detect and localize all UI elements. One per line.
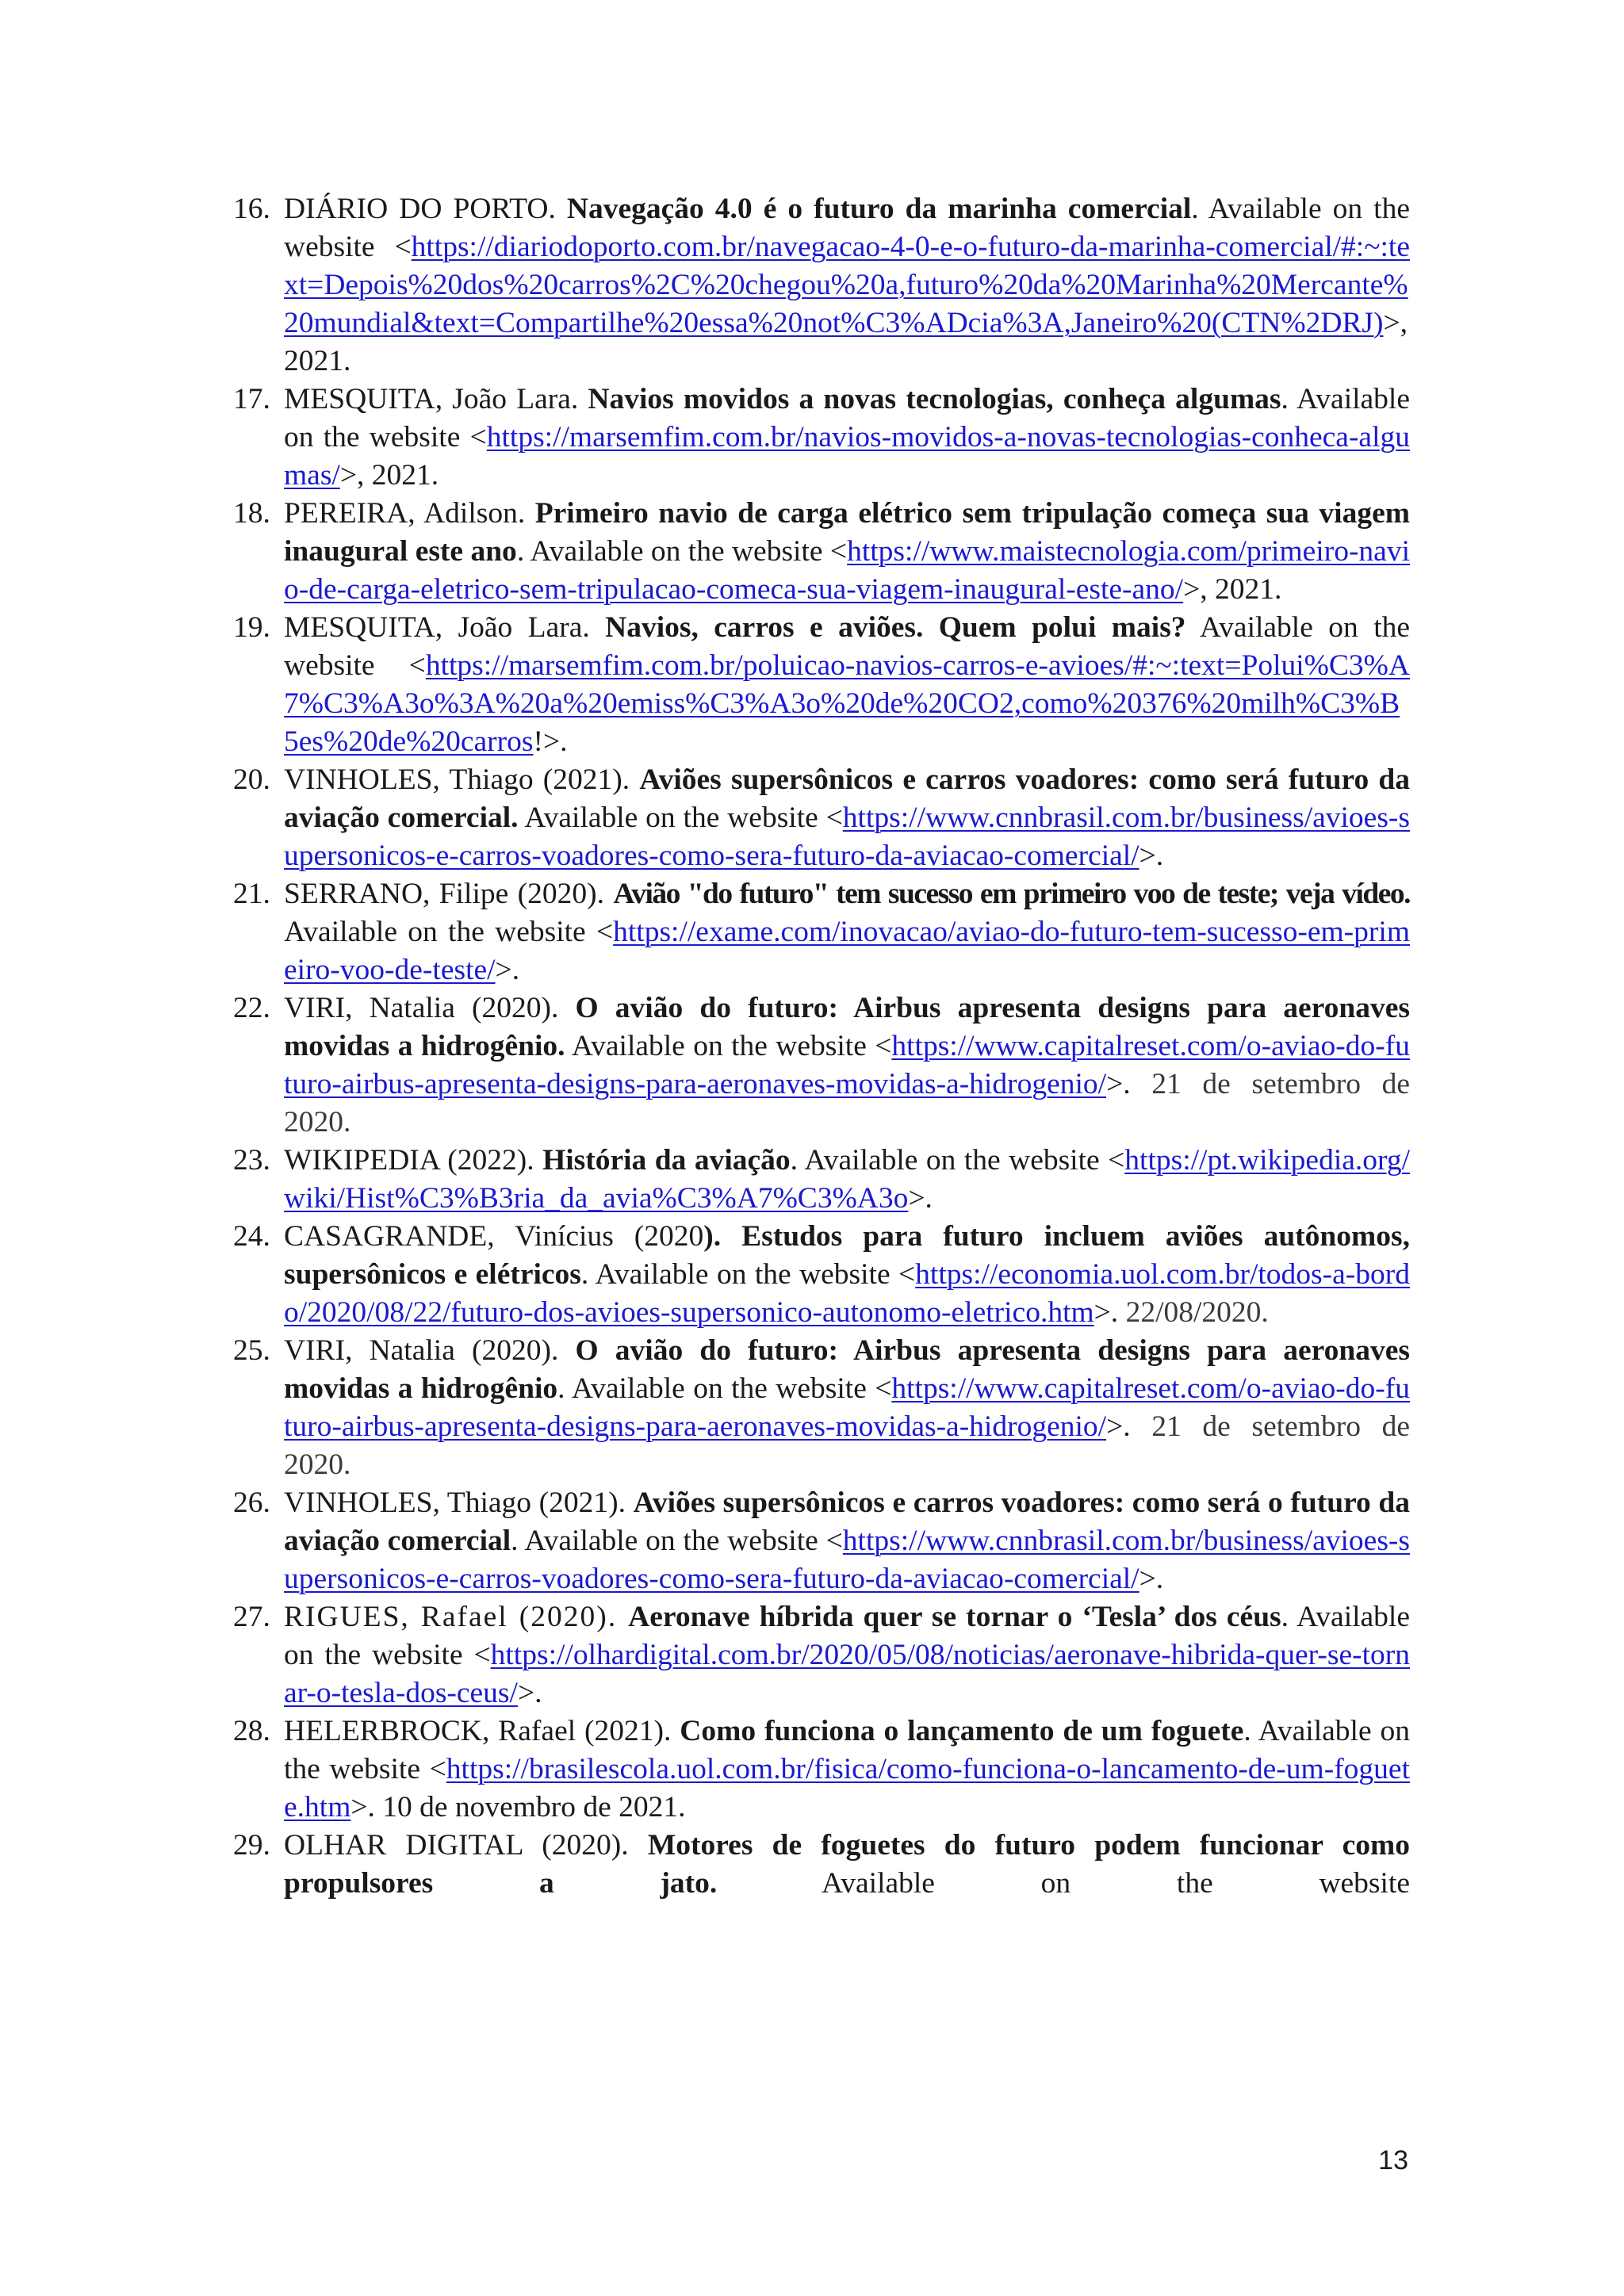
reference-number: 27. [233,1601,270,1633]
reference-text: . Available on the website < [516,535,848,568]
reference-item [233,190,1410,381]
reference-text: . Available on the website < [284,383,1410,453]
reference-text: . Available on the website < [580,1258,916,1291]
reference-text: >, 2021. [1183,573,1282,606]
reference-link[interactable]: https://www.cnnbrasil.com.br/business/avioes-supersonicos-e-carros-voadores-como-sera-futuro-da-aviacao-comercial/ [284,1525,1410,1595]
reference-text: >. [517,1677,542,1709]
reference-number: 18. [233,497,270,530]
reference-link[interactable]: https://olhardigital.com.br/2020/05/08/noticias/aeronave-hibrida-quer-se-tornar-o-tesla-dos-ceus/ [284,1639,1410,1709]
reference-item [233,381,1410,495]
reference-item [233,1142,1410,1218]
reference-title: Aviões supersônicos e carros voadores: como será o futuro da aviação comercial [284,1487,1411,1557]
reference-title: O avião do futuro: Airbus apresenta designs para aeronaves movidas a hidrogênio. [284,992,1410,1062]
reference-author: CASAGRANDE, Vinícius (2020 [284,1220,704,1253]
reference-text: Available on the website < [284,611,1411,682]
reference-author: PEREIRA, Adilson. [284,497,535,530]
page-number: 13 [1378,2145,1408,2175]
reference-author: OLHAR DIGITAL (2020). [284,1829,648,1862]
reference-item [233,1218,1410,1332]
reference-link[interactable]: https://www.capitalreset.com/o-aviao-do-futuro-airbus-apresenta-designs-para-aeronaves-movidas-a-hidrogenio/ [284,1372,1410,1443]
reference-link[interactable]: https://marsemfim.com.br/poluicao-navios-carros-e-avioes/#:~:text=Polui%C3%A7%C3%A3o%3A%20a%20emiss%C3%A3o%20de%20CO2,como%20376%20milh%C3%B5es%20de%20carros [284,649,1410,758]
reference-item [233,1827,1410,1903]
reference-number: 16. [233,193,270,225]
reference-title: Motores de foguetes do futuro podem funcionar como propulsores a jato. [284,1829,1411,1900]
reference-date: 21 de setembro de 2020. [284,1068,1410,1138]
reference-link[interactable]: https://brasilescola.uol.com.br/fisica/como-funciona-o-lancamento-de-um-foguete.htm [284,1753,1410,1823]
reference-title: Avião "do futuro" tem sucesso em primeiro voo de teste; veja vídeo. [613,878,1411,910]
reference-number: 29. [233,1829,270,1862]
reference-title: Como funciona o lançamento de um foguete [680,1715,1244,1747]
reference-item [233,1484,1410,1598]
reference-author: VINHOLES, Thiago (2021). [284,1487,634,1519]
reference-text: . Available on the website < [511,1525,843,1557]
reference-item [233,989,1410,1142]
reference-text: >. [908,1182,933,1215]
reference-author: VIRI, Natalia (2020). [284,992,576,1024]
reference-item [233,609,1410,761]
reference-number: 28. [233,1715,270,1747]
reference-number: 24. [233,1220,270,1253]
reference-item [233,1332,1410,1484]
reference-text: . Available on the website < [284,1715,1410,1785]
reference-date: 22/08/2020. [1125,1296,1269,1329]
reference-text: Available on the website < [284,916,614,948]
reference-list [233,190,1410,1903]
reference-text: !>. [533,725,568,758]
reference-title: História da aviação [542,1144,791,1177]
reference-title: Primeiro navio de carga elétrico sem tripulação começa sua viagem inaugural este ano [284,497,1410,568]
reference-title: ). Estudos para futuro incluem aviões autônomos, supersônicos e elétricos [284,1220,1410,1291]
reference-text: . Available on the website < [790,1144,1125,1177]
reference-text: >. [1106,1410,1131,1443]
reference-text: >. [1139,1563,1164,1595]
reference-number: 26. [233,1487,270,1519]
reference-text: >, 2021. [284,307,1408,377]
reference-link[interactable]: https://www.cnnbrasil.com.br/business/avioes-supersonicos-e-carros-voadores-como-sera-futuro-da-aviacao-comercial/ [284,802,1410,872]
reference-author: RIGUES, Rafael (2020). [284,1601,629,1633]
reference-date: 21 de setembro de 2020. [284,1410,1410,1481]
reference-text: . Available on the website < [284,1601,1410,1671]
reference-text: . Available on the website < [284,193,1410,263]
reference-item [233,1712,1410,1827]
reference-author: MESQUITA, João Lara. [284,383,588,415]
reference-link[interactable]: https://diariodoporto.com.br/navegacao-4-0-e-o-futuro-da-marinha-comercial/#:~:text=Depois%20dos%20carros%2C%20chegou%20a,futuro%20da%20Marinha%20Mercante%20mundial&text=Compartilhe%20essa%20not%C3%ADcia%3A,Janeiro%20(CTN%2DRJ) [284,231,1410,339]
reference-item [233,495,1410,609]
reference-text: >. [1106,1068,1131,1100]
reference-text: Available on the website < [518,802,843,834]
reference-number: 20. [233,763,270,796]
reference-author: VINHOLES, Thiago (2021). [284,763,640,796]
reference-author: DIÁRIO DO PORTO. [284,193,567,225]
reference-author: WIKIPEDIA (2022). [284,1144,543,1177]
reference-number: 21. [233,878,270,910]
reference-title: O avião do futuro: Airbus apresenta designs para aeronaves movidas a hidrogênio [284,1334,1410,1405]
reference-text: >, 2021. [339,459,439,492]
reference-number: 19. [233,611,270,644]
reference-link[interactable]: https://economia.uol.com.br/todos-a-bordo/2020/08/22/futuro-dos-avioes-supersonico-autonomo-eletrico.htm [284,1258,1411,1329]
reference-author: HELERBROCK, Rafael (2021). [284,1715,680,1747]
reference-title: Navios, carros e aviões. Quem polui mais? [605,611,1186,644]
reference-number: 17. [233,383,270,415]
reference-author: SERRANO, Filipe (2020). [284,878,614,910]
reference-title: Navegação 4.0 é o futuro da marinha comercial [566,193,1192,225]
reference-item [233,761,1410,875]
reference-link[interactable]: https://marsemfim.com.br/navios-movidos-a-novas-tecnologias-conheca-algumas/ [284,421,1410,492]
reference-number: 25. [233,1334,270,1367]
reference-item [233,1598,1410,1712]
reference-text: >. [495,954,520,986]
reference-title: Navios movidos a novas tecnologias, conheça algumas [588,383,1281,415]
reference-text: . Available on the website < [557,1372,892,1405]
reference-text: >. [1094,1296,1126,1329]
reference-text: >. 10 de novembro de 2021. [350,1791,686,1823]
reference-text: >. [1139,840,1164,872]
reference-author: VIRI, Natalia (2020). [284,1334,576,1367]
reference-text: Available on the website [717,1867,1410,1900]
reference-text: Available on the website < [565,1030,892,1062]
reference-link[interactable]: https://exame.com/inovacao/aviao-do-futuro-tem-sucesso-em-primeiro-voo-de-teste/ [284,916,1410,986]
reference-title: Aeronave híbrida quer se tornar o ‘Tesla’ dos céus [628,1601,1281,1633]
reference-link[interactable]: https://pt.wikipedia.org/wiki/Hist%C3%B3ria_da_avia%C3%A7%C3%A3o [284,1144,1410,1215]
reference-number: 22. [233,992,270,1024]
reference-author: MESQUITA, João Lara. [284,611,606,644]
reference-number: 23. [233,1144,270,1177]
reference-title: Aviões supersônicos e carros voadores: como será futuro da aviação comercial. [284,763,1411,834]
reference-link[interactable]: https://www.maistecnologia.com/primeiro-navio-de-carga-eletrico-sem-tripulacao-comeca-sua-viagem-inaugural-este-ano/ [284,535,1410,606]
reference-item [233,875,1410,989]
reference-link[interactable]: https://www.capitalreset.com/o-aviao-do-futuro-airbus-apresenta-designs-para-aeronaves-movidas-a-hidrogenio/ [284,1030,1410,1100]
